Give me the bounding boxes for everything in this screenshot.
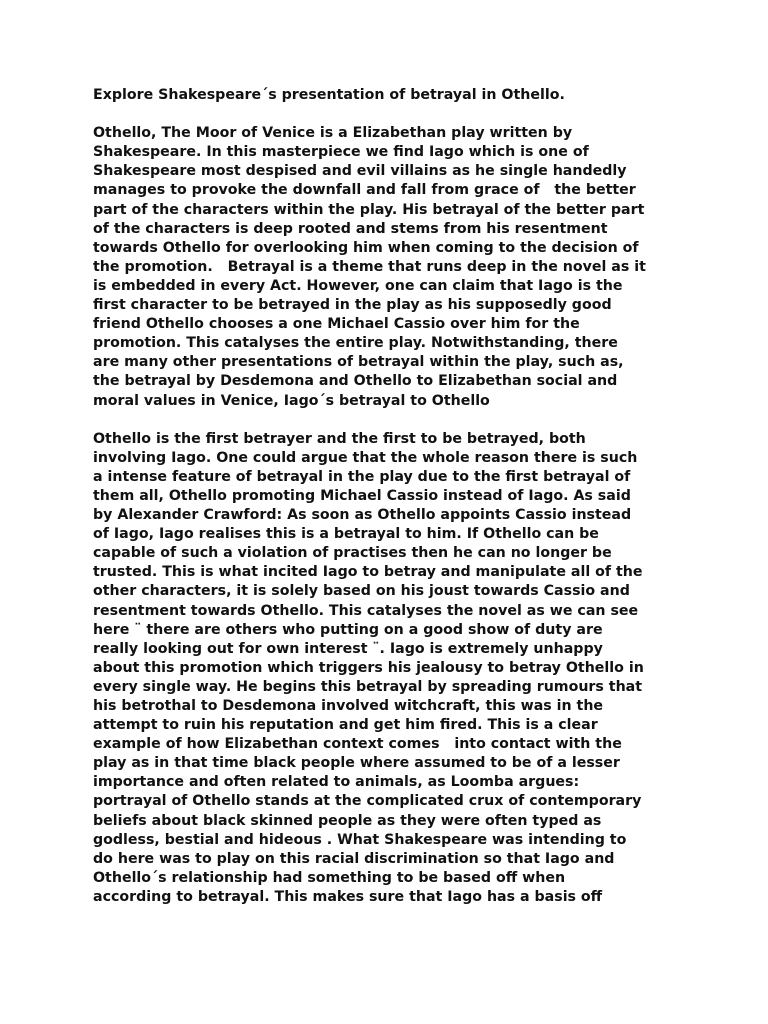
text-line: attempt to ruin his reputation and get him fired. This is a clear [93, 717, 598, 734]
document-body [93, 86, 693, 926]
text-line: is embedded in every Act. However, one can claim that Iago is the [93, 277, 623, 294]
text-line: beliefs about black skinned people as they were often typed as [93, 812, 602, 829]
text-line: involving Iago. One could argue that the whole reason there is such [93, 449, 638, 466]
text-line: his betrothal to Desdemona involved witchcraft, this was in the [93, 698, 604, 714]
text-line: first character to be betrayed in the play as his supposedly good [93, 297, 612, 314]
text-line: importance and often related to animals, as Loomba argues: [93, 774, 580, 791]
text-line: play as in that time black people where assumed to be of a lesser [93, 755, 620, 772]
text-line: portrayal of Othello stands at the complicated crux of contemporary [93, 793, 642, 810]
paragraph-2 [93, 430, 693, 907]
text-line: promotion. This catalyses the entire play. Notwithstanding, there [93, 335, 618, 352]
text-line: Shakespeare most despised and evil villains as he single handedly [93, 163, 627, 180]
text-line: moral values in Venice, Iago´s betrayal to Othello [93, 392, 490, 409]
text-line: godless, bestial and hideous . What Shakespeare was intending to [93, 831, 627, 848]
text-line: Othello is the first betrayer and the first to be betrayed, both [93, 430, 586, 447]
text-line: according to betrayal. This makes sure that Iago has a basis off [93, 888, 603, 905]
text-line: are many other presentations of betrayal within the play, such as, [93, 354, 624, 371]
text-line: capable of such a violation of practises then he can no longer be [93, 545, 612, 562]
text-line: here ¨ there are others who putting on a good show of duty are [93, 621, 603, 638]
text-line: them all, Othello promoting Michael Cassio instead of Iago. As said [93, 487, 631, 504]
text-line: about this promotion which triggers his jealousy to betray Othello in [93, 659, 644, 676]
text-line: other characters, it is solely based on his joust towards Cassio and [93, 583, 630, 600]
text-line: example of how Elizabethan context comes into contact with the [93, 736, 622, 753]
text-line: of the characters is deep rooted and stems from his resentment [93, 220, 608, 237]
text-line: the betrayal by Desdemona and Othello to Elizabethan social and [93, 373, 618, 390]
text-line: a intense feature of betrayal in the play due to the first betrayal of [93, 468, 631, 485]
paragraph-1 [93, 124, 693, 410]
text-line: towards Othello for overlooking him when coming to the decision of [93, 239, 639, 256]
text-line: by Alexander Crawford: As soon as Othello appoints Cassio instead [93, 507, 632, 524]
document-title: Explore Shakespeare´s presentation of betrayal in Othello. [93, 87, 565, 103]
text-line: of Iago, Iago realises this is a betrayal to him. If Othello can be [93, 526, 599, 543]
text-line: Shakespeare. In this masterpiece we find Iago which is one of [93, 144, 589, 161]
text-line: resentment towards Othello. This catalyses the novel as we can see [93, 602, 639, 619]
text-line: Othello, The Moor of Venice is a Elizabethan play written by [93, 125, 573, 142]
text-line: the promotion. Betrayal is a theme that runs deep in the novel as it [93, 258, 646, 275]
text-line: trusted. This is what incited Iago to betray and manipulate all of the [93, 564, 643, 581]
text-line: really looking out for own interest ¨. Iago is extremely unhappy [93, 640, 603, 657]
text-line: every single way. He begins this betrayal by spreading rumours that [93, 678, 643, 695]
text-line: Othello´s relationship had something to be based off when [93, 869, 566, 886]
text-line: friend Othello chooses a one Michael Cassio over him for the [93, 316, 580, 333]
text-line: manages to provoke the downfall and fall from grace of the better [93, 182, 636, 199]
text-line: do here was to play on this racial discrimination so that Iago and [93, 850, 615, 867]
text-line: part of the characters within the play. His betrayal of the better part [93, 201, 645, 218]
